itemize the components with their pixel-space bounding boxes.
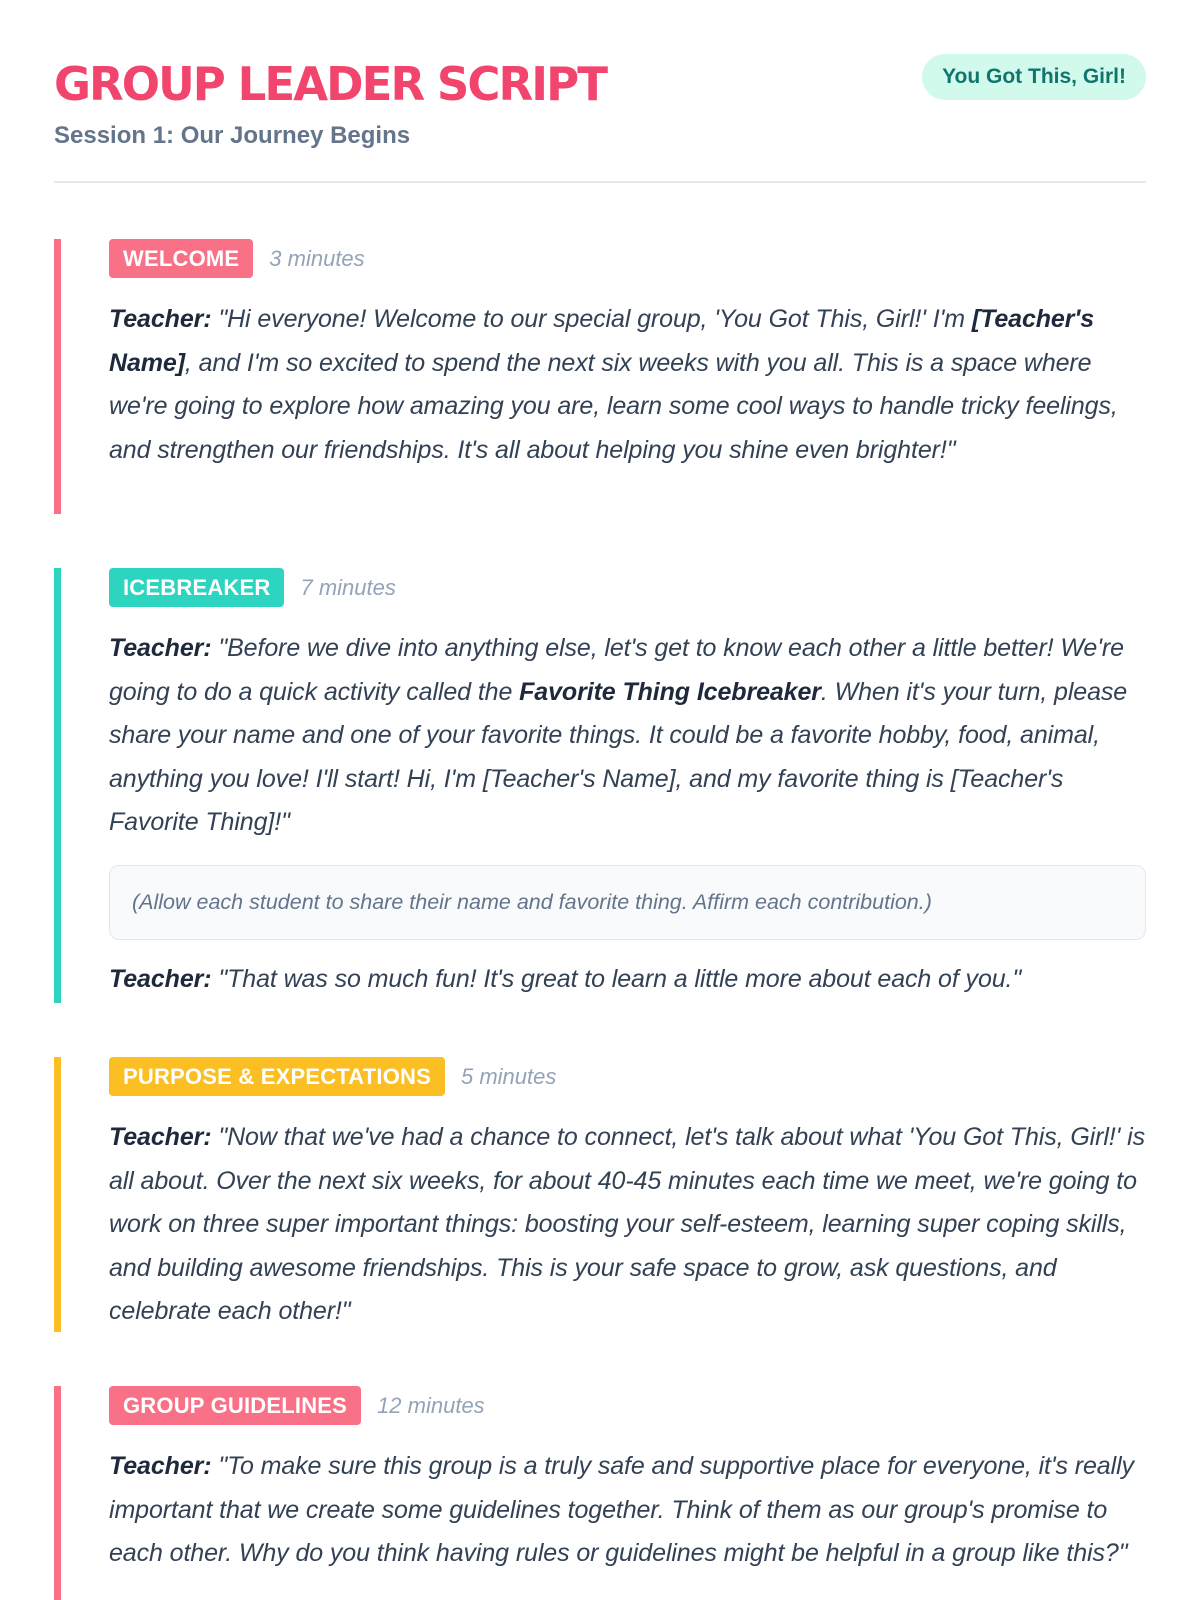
session-subtitle: Session 1: Our Journey Begins [54,122,411,149]
teacher-script-paragraph [109,1116,1146,1334]
facilitator-note: (Allow each student to share their name and favorite thing. Affirm each contribution.) [109,865,1146,940]
script-text: , and I'm so excited to spend the next six weeks with you all. This is a space where we're going to explore how amazing you are, learn some cool ways to handle tricky feelings, and strengthen our friendships. It's all about helping you shine even brighter!" [109,348,1118,464]
section-duration: 3 minutes [269,245,365,271]
section-label-badge: GROUP GUIDELINES [109,1386,361,1425]
section-icebreaker [54,568,1146,1003]
placeholder-teacher-name: [Teacher's Name] [109,305,1095,377]
section-header [109,568,1146,607]
script-text: . When it's your turn, please share your name and one of your favorite things. It could be a favorite hobby, food, animal, anything you love! I'll start! Hi, I'm [Teacher's Name], and my favorite thing is [Teacher's Favorite Thing]!" [109,677,1128,836]
section-label-badge: WELCOME [109,239,253,278]
speaker-label: Teacher: [109,634,212,662]
section-header [109,1386,1146,1425]
section-duration: 5 minutes [460,1063,557,1089]
activity-name: Favorite Thing Icebreaker [519,677,821,706]
speaker-label: Teacher: [109,305,212,333]
section-label-badge: ICEBREAKER [109,568,284,607]
section-purpose-expectations [54,1057,1146,1332]
section-welcome [54,239,1146,514]
teacher-script-paragraph [109,958,1146,1002]
section-label-badge: PURPOSE & EXPECTATIONS [109,1057,445,1096]
script-text: "Hi everyone! Welcome to our special group, 'You Got This, Girl!' I'm [211,305,972,333]
script-text: "Now that we've had a chance to connect, let's talk about what 'You Got This, Girl!' is all about. Over the next six weeks, for about 40-45 minutes each time we meet, we're going to work on three super important things: boosting your self-esteem, learning super coping skills, and building awesome friendships. This is your safe space to grow, ask questions, and celebrate each other!" [109,1123,1146,1325]
speaker-label: Teacher: [109,964,212,993]
section-header [109,239,1146,278]
speaker-label: Teacher: [109,1452,212,1480]
program-tag-badge: You Got This, Girl! [922,54,1146,100]
script-text: "To make sure this group is a truly safe and supportive place for everyone, it's really important that we create some guidelines together. Think of them as our group's promise to each other. Why do you think having rules or guidelines might be helpful in a group like this?" [109,1452,1134,1567]
script-header [54,0,1146,183]
speaker-label: Teacher: [109,1123,212,1151]
teacher-script-paragraph [109,298,1146,472]
teacher-script-paragraph [109,1445,1146,1576]
page-title: GROUP LEADER SCRIPT [54,57,607,111]
section-duration: 7 minutes [300,574,396,600]
section-header [109,1057,1146,1096]
script-text: "Before we dive into anything else, let's get to know each other a little better! We're going to do a quick activity called the [109,634,1124,706]
section-duration: 12 minutes [377,1392,485,1418]
teacher-script-paragraph [109,627,1146,845]
section-group-guidelines [54,1386,1146,1600]
script-text: "That was so much fun! It's great to learn a little more about each of you." [211,964,1022,993]
